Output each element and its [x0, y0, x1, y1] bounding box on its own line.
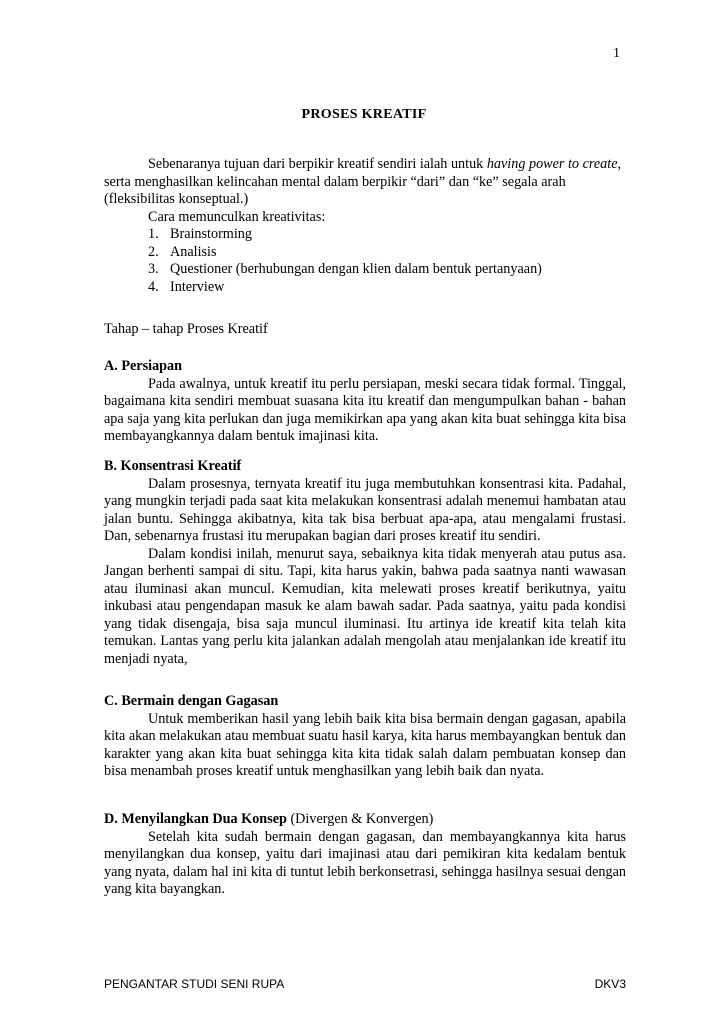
intro-paragraph: [104, 156, 626, 209]
list-item: 2. Analisis: [148, 243, 217, 260]
section-c-paragraph: Untuk memberikan hasil yang lebih baik kita bisa bermain dengan gagasan, apabila kita akan melakukan atau membuat suatu hasil karya, kita harus membayangkan bentuk dan karakter yang akan kita buat sehingga kita kita tidak salah dalam pembuatan konsep dan bisa menambah proses kreatif untuk menghasilkan yang lebih baik dan nyata.: [104, 710, 627, 779]
list-item: 1. Brainstorming: [148, 226, 252, 242]
stages-heading: Tahap – tahap Proses Kreatif: [104, 321, 268, 337]
section-d-heading-line: [104, 811, 626, 829]
methods-list: [104, 226, 626, 296]
footer-left-text: PENGANTAR STUDI SENI RUPA: [104, 977, 285, 991]
intro-text: Sebenaranya tujuan dari berpikir kreatif sendiri ialah untuk: [148, 156, 487, 172]
section-a-heading: A. Persiapan: [104, 358, 183, 374]
page-number: 1: [613, 46, 620, 61]
section-d-heading: D. Menyilangkan Dua Konsep: [104, 811, 287, 827]
section-d: [104, 811, 626, 899]
section-b-paragraph-2: Dalam kondisi inilah, menurut saya, sebaiknya kita tidak menyerah atau putus asa. Jangan berhenti sampai di situ. Tapi, kita harus yakin, bahwa pada saatnya nanti wawasan atau iluminasi akan muncul. Kemudian, kita melewati proses kreatif berikutnya, yaitu inkubasi atau pengendapan masuk ke alam bawah sadar. Pada saatnya, yaitu pada kondisi yang tidak disengaja, bisa saja muncul iluminasi. Itu artinya ide kreatif kita telah kita temukan. Lantas yang perlu kita jalankan adalah mengolah atau menjalankan ide kreatif itu menjadi nyata,: [104, 545, 626, 667]
list-intro: Cara memunculkan kreativitas:: [148, 208, 326, 225]
section-a-paragraph: Pada awalnya, untuk kreatif itu perlu persiapan, meski secara tidak formal. Tinggal, bagaimana kita sendiri membuat suasana kita itu kreatif dan mengumpulkan bahan - bahan apa saja yang kita perlukan dan juga memikirkan apa yang akan kita buat sehingga kita bisa membayangkannya dalam bentuk imajinasi kita.: [104, 375, 626, 444]
section-d-paragraph: Setelah kita sudah bermain dengan gagasan, dan membayangkannya kita harus menyilangkan dua konsep, yaitu dari imajinasi atau dari pemikiran kita kedalam bentuk yang nyata, dalam hal ini kita di tuntut lebih berkonsetrasi, sehingga hasilnya sesuai dengan yang kita bayangkan.: [104, 828, 626, 897]
list-item: 3. Questioner (berhubungan dengan klien dalam bentuk pertanyaan): [148, 261, 542, 277]
section-b: [104, 458, 626, 668]
section-a: [104, 358, 626, 446]
section-c: [104, 693, 626, 781]
footer-right-text: DKV3: [594, 977, 626, 991]
section-b-paragraph-1: Dalam prosesnya, ternyata kreatif itu juga membutuhkan konsentrasi kita. Padahal, yang mungkin terjadi pada saat kita melakukan konsentrasi adalah menemui hambatan atau jalan buntu. Sehingga akibatnya, kita tak bisa berbuat apa-apa, atau mengalami frustasi. Dan, sebenarnya frustasi itu merupakan bagian dari proses kreatif itu sendiri.: [104, 475, 626, 544]
list-item: 4. Interview: [148, 278, 225, 295]
intro-text-continued: , serta menghasilkan kelincahan mental dalam berpikir “dari” dan “ke” segala arah (fleksibilitas konseptual.): [104, 156, 622, 207]
intro-section: [104, 156, 626, 296]
page-footer: [104, 977, 626, 991]
section-c-heading: C. Bermain dengan Gagasan: [104, 693, 279, 709]
page-title: PROSES KREATIF: [301, 107, 427, 122]
section-d-heading-suffix: (Divergen & Konvergen): [286, 811, 434, 827]
intro-italic-text: having power to create: [486, 156, 618, 172]
section-b-heading: B. Konsentrasi Kreatif: [104, 458, 242, 474]
